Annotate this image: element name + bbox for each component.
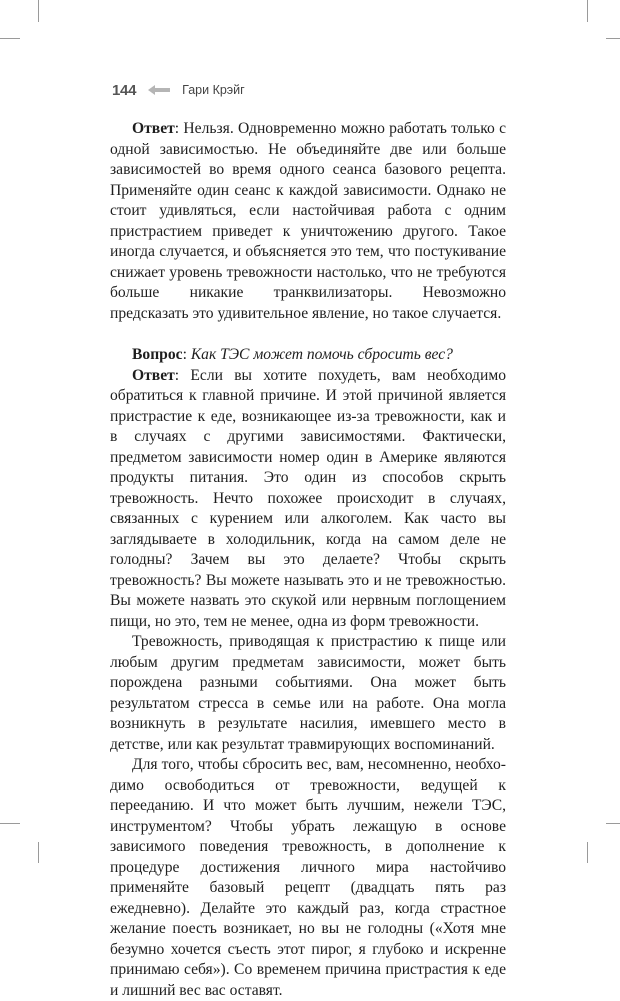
answer-label: Ответ <box>132 120 175 137</box>
answer-paragraph-1: Ответ: Нельзя. Одновременно можно работать только с одной зависимостью. Не объединяйте две или больше зависимостей во время одного сеанса базового рецепта. Применяйте один сеанс к каждой зависимости. Однако не стоит удивляться, если настойчивая работа с одним пристрастием приведет к уничтожению другого. Такое иногда случается, и объясняется это тем, что постукивание снижает уровень тревожности настолько, что не требуются больше никакие транквилизаторы. Невозможно предсказать это удивительное явление, но такое случается. <box>110 120 506 322</box>
answer-label: Ответ <box>132 366 175 384</box>
body-paragraph-weight-loss: Для того, чтобы сбросить вес, вам, несомненно, необходимо освободиться от тревожности, ведущей к перееданию. И что может быть лучшим, нежели ТЭС, инструментом? Чтобы убрать лежащую в основе зависимого поведения тревожность, в дополнение к процедуре достижения личного мира настойчиво применяйте базовый рецепт (двадцать пять раз ежедневно). Делайте это каждый раз, когда страстное желание поесть возникает, но вы не голодны («Хотя мне безумно хочется съесть этот пирог, я глубоко и искренне принимаю себя»). Со временем причина пристрастия к еде и лишний вес вас оставят. <box>110 756 506 999</box>
crop-mark-top-right-vertical <box>587 0 588 22</box>
page-body <box>110 119 506 1001</box>
running-header <box>112 80 245 100</box>
crop-mark-bottom-right-horizontal <box>606 823 620 824</box>
answer-paragraph-2: Ответ: Если вы хотите похудеть, вам необходимо обратиться к главной причине. И этой причиной является пристрастие к еде, возникающее из-за тревожности, как и в случаях с другими зависимостями. Фактически, предметом зависимости номер один в Америке являются продукты питания. Это один из способов скрыть тревожность. Нечто похожее происходит в случаях, связанных с курением или алкоголем. Как часто вы заглядываете в холодильник, когда на самом деле не голодны? Зачем вы это делаете? Чтобы скрыть тревожность? Вы можете называть это и не тревожностью. Вы можете назвать это скукой или нервным поглощением пищи, но это, тем не менее, одна из форм тревожности. <box>110 366 506 630</box>
crop-mark-top-left-horizontal <box>0 38 20 39</box>
author-name: Гари Крэйг <box>182 83 245 97</box>
question-text: Как ТЭС может помочь сбросить вес? <box>190 346 453 363</box>
crop-mark-bottom-right-vertical <box>587 842 588 863</box>
crop-mark-top-left-vertical <box>38 0 39 22</box>
paragraph-text: Нельзя. Одновременно можно работать только с одной зависимостью. Не объединяйте две или больше зависимостей во время одного сеанса базового рецепта. Применяйте один сеанс к каждой зависимости. Однако не стоит удивляться, если настойчивая работа с одним пристрастием приведет к уничтожению другого. Такое иногда случается, и объясняется это тем, что постукивание снижает уровень тревожности настолько, что не требуются больше никакие транквилизаторы. Невозможно предсказать это удивительное явление, но такое случается. <box>110 120 506 322</box>
question-label: Вопрос <box>132 346 183 363</box>
crop-mark-top-right-horizontal <box>606 38 620 39</box>
body-paragraph-anxiety: Тревожность, приводящая к пристрастию к пище или любым другим предметам зависимости, может быть порождена разными событиями. Она может быть результатом стресса в семье или на работе. Она могла возникнуть в результате насилия, имевшего место в детстве, или как результат травмирующих воспоминаний. <box>110 633 506 753</box>
crop-mark-bottom-left-horizontal <box>0 823 20 824</box>
crop-mark-bottom-left-vertical <box>38 842 39 863</box>
left-arrow-icon <box>148 85 170 95</box>
paragraph-text: Если вы хотите похудеть, вам необходимо обратиться к главной причине. И этой причиной является пристрастие к еде, возникающее из-за тревожности, как и в случаях с другими зависимостями. Фактически, предметом зависимости номер один в Америке являются продукты питания. Это один из способов скрыть тревожность. Нечто похожее происходит в случаях, связанных с курением или алкоголем. Как часто вы заглядываете в холодильник, когда на самом деле не голодны? Зачем вы это делаете? Чтобы скрыть тревожность? Вы можете называть это и не тревожностью. Вы можете назвать это скукой или нервным поглощением пищи, но это, тем не менее, одна из форм тревожности. <box>110 366 506 630</box>
page-number: 144 <box>112 81 137 99</box>
question-paragraph: Вопрос: Как ТЭС может помочь сбросить вес? <box>132 346 453 363</box>
